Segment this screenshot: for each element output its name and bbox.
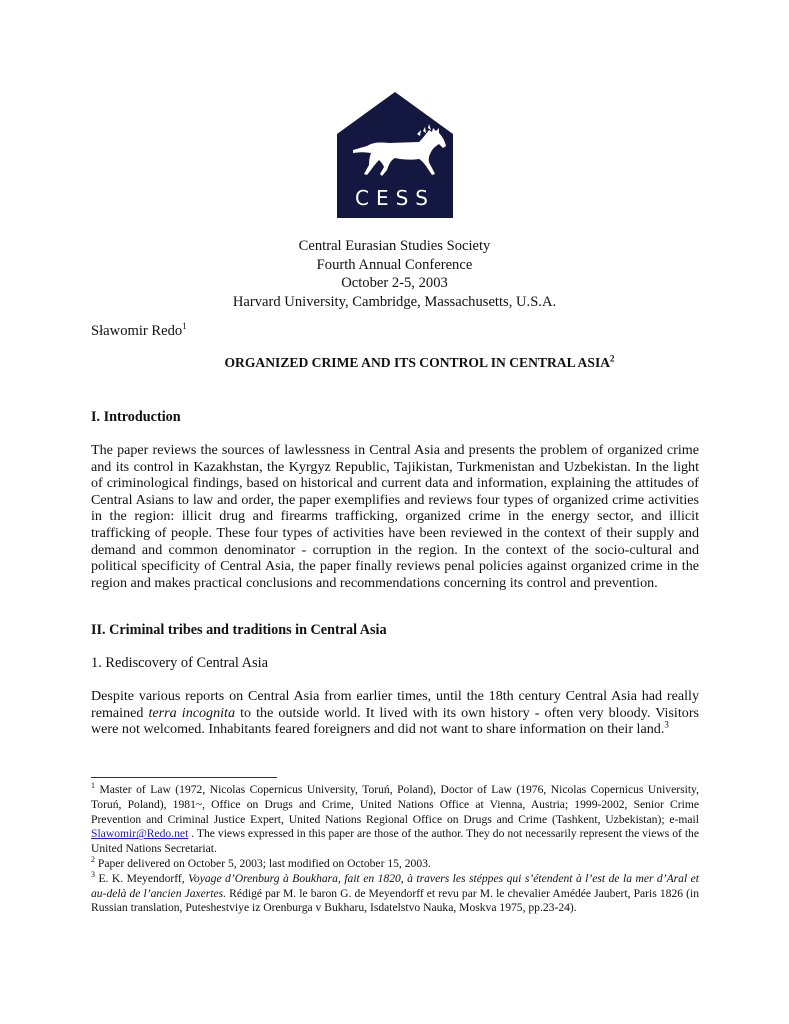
footnote-text: Paper delivered on October 5, 2003; last modified on October 15, 2003. [95,856,431,870]
author-name: Sławomir Redo [91,323,183,339]
section-heading-criminal-tribes: II. Criminal tribes and traditions in Central Asia [91,622,387,638]
footnote-text: E. K. Meyendorff, [95,871,189,885]
footnote-number: 1 [91,781,95,791]
footnote-text: Rédigé par M. le baron G. de Meyendorff et revu par M. le chevalier Amédée Jaubert, Paris 1826 (in Russian translation, Puteshestviye iz Orenburga v Bukharu, Isdatelstvo Nauka, Moskva 1975, pp.23-24). [91,886,699,915]
footnote-1 [91,783,699,857]
footnote-ref[interactable]: 2 [610,353,615,364]
paragraph-text: to the outside world. It lived with its own history - often very bloody. Visitors were not welcomed. Inhabitants feared foreigners and did not want to share information on their land. [91,704,699,738]
logo-text: CESS [355,186,435,210]
conference-name: Fourth Annual Conference [316,256,473,273]
author [91,323,187,340]
footnote-number: 3 [91,869,95,879]
conference-society: Central Eurasian Studies Society [298,238,491,254]
footnotes [91,783,699,916]
footnote-2 [91,857,699,872]
paper-title [0,355,789,371]
conference-info [0,237,789,311]
footnote-3 [91,869,700,916]
paragraph-text: Despite various reports on Central Asia from earlier times, until the 18th century Central Asia had really remained [91,688,699,721]
section-heading-introduction: I. Introduction [91,409,181,425]
paragraph-italic-text: terra incognita [148,704,236,721]
footnote-ref[interactable]: 3 [664,719,669,730]
conference-dates: October 2-5, 2003 [341,275,448,292]
subsection-heading-rediscovery: 1. Rediscovery of Central Asia [91,655,269,671]
introduction-paragraph: The paper reviews the sources of lawlessness in Central Asia and presents the problem of organized crime and its control in Kazakhstan, the Kyrgyz Republic, Tajikistan, Turkmenistan and Uzbekistan. In the light of criminological findings, based on historical and current data and information, explaining the attitudes of Central Asians to law and order, the paper exemplifies and reviews four types of organized crime activities in the region: illicit drug and firearms trafficking, organized crime in the energy sector, and illicit trafficking of people. These four types of activities have been reviewed in the context of their supply and demand and common denominator - corruption in the region. In the context of the socio-cultural and political specificity of Central Asia, the paper finally reviews penal policies against organized crime in the region and makes practical conclusions and recommendations concerning its control and prevention. [91,442,699,591]
footnote-text: . The views expressed in this paper are those of the author. They do not necessarily represent the views of the United Nations Secretariat. [91,827,699,856]
email-link[interactable]: Slawomir@Redo.net [91,827,189,841]
footnote-text: Master of Law (1972, Nicolas Copernicus University, Toruń, Poland), Doctor of Law (1976, Nicolas Copernicus University, Toruń, Poland), 1981~, Office on Drugs and Crime, United Nations Office at Vienna, Austria; 1999-2002, Senior Crime Prevention and Criminal Justice Expert, United Nations Regional Office on Drugs and Crime (Tashkent, Uzbekistan); e-mail [91,783,699,826]
footnote-number: 2 [91,855,95,865]
cess-logo [333,90,457,218]
rediscovery-paragraph [91,688,699,738]
conference-location: Harvard University, Cambridge, Massachusetts, U.S.A. [232,293,557,310]
footnote-italic-title: Voyage d’Orenburg à Boukhara, fait en 1820, à travers les stéppes qui s’étendent à l’est de la mer d’Aral et au-delà de l’ancien Jaxertes. [91,871,700,900]
paper-title-text: ORGANIZED CRIME AND ITS CONTROL IN CENTRAL ASIA [224,355,611,370]
footnote-separator [91,777,277,778]
horse-icon [333,90,457,218]
footnote-ref[interactable]: 1 [182,321,187,332]
